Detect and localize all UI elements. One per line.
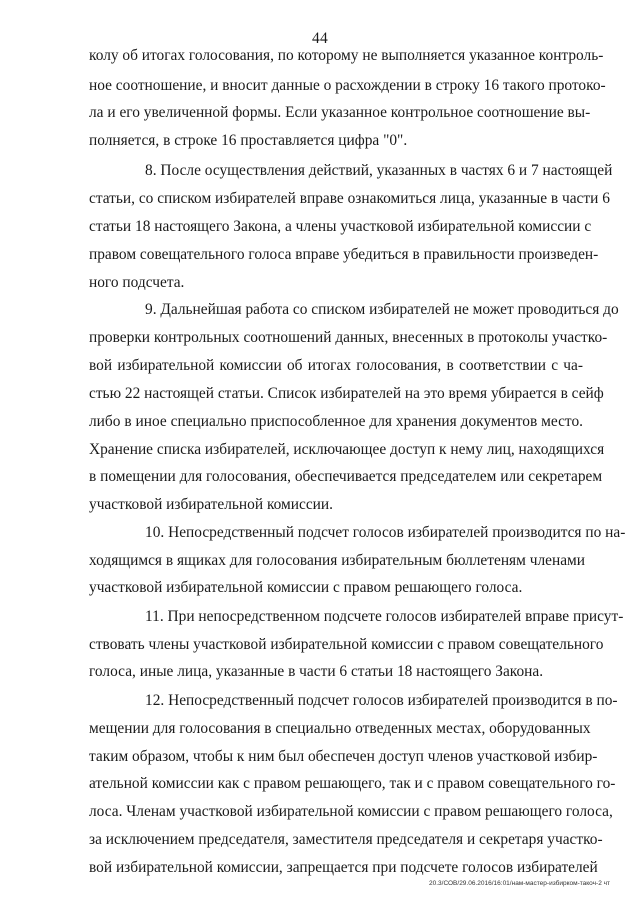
text-line: либо в иное специально приспособленное для хранения документов место. (89, 413, 583, 430)
text-line: ходящимся в ящиках для голосования избирательным бюллетеням членами (89, 552, 586, 569)
text-line: ла и его увеличенной формы. Если указанное контрольное соотношение вы- (89, 104, 591, 121)
footer-code: 20.3/СОВ/29.06.2016/16:01/нам-мастер-избирком-такоч-2 чт (428, 880, 610, 887)
text-line: участковой избирательной комиссии с правом решающего голоса. (89, 579, 523, 596)
text-line: ное соотношение, и вносит данные о расхождении в строку 16 такого протоко- (89, 77, 606, 94)
text-line: в помещении для голосования, обеспечивается председателем или секретарем (89, 468, 603, 485)
text-line: 11. При непосредственном подсчете голосов избирателей вправе присут- (145, 608, 624, 625)
text-line: Хранение списка избирателей, исключающее доступ к нему лиц, находящихся (89, 441, 605, 458)
text-line: стью 22 настоящей статьи. Список избирателей на это время убирается в сейф (89, 385, 604, 402)
text-line: 8. После осуществления действий, указанных в частях 6 и 7 настоящей (145, 162, 613, 179)
text-line: 12. Непосредственный подсчет голосов избирателей производится в по- (145, 692, 618, 709)
text-line: правом совещательного голоса вправе убедиться в правильности произведен- (89, 246, 599, 263)
text-line: участковой избирательной комиссии. (89, 496, 333, 513)
text-line: вой избирательной комиссии об итогах голосования, в соответствии с ча- (89, 357, 583, 374)
text-line: лоса. Членам участковой избирательной комиссии с правом решающего голоса, (89, 803, 613, 820)
page-number: 44 (311, 30, 329, 47)
text-line: ательной комиссии как с правом решающего, так и с правом совещательного го- (89, 775, 616, 792)
text-line: 9. Дальнейшая работа со списком избирателей не может проводиться до (145, 301, 619, 318)
text-line: за исключением председателя, заместителя председателя и секретаря участко- (89, 831, 603, 848)
text-line: полняется, в строке 16 проставляется цифра "0". (89, 132, 408, 149)
text-line: ного подсчета. (89, 274, 185, 291)
text-line: статьи 18 настоящего Закона, а члены участковой избирательной комиссии с (89, 218, 592, 235)
text-line: колу об итогах голосования, по которому не выполняется указанное контроль- (89, 47, 604, 64)
text-line: голоса, иные лица, указанные в части 6 статьи 18 настоящего Закона. (89, 663, 544, 680)
text-line: таким образом, чтобы к ним был обеспечен доступ членов участковой избир- (89, 748, 598, 765)
text-line: 10. Непосредственный подсчет голосов избирателей производится по на- (145, 524, 626, 541)
text-line: вой избирательной комиссии, запрещается при подсчете голосов избирателей (89, 859, 598, 876)
body-text (89, 0, 626, 905)
text-line: статьи, со списком избирателей вправе ознакомиться лица, указанные в части 6 (89, 190, 610, 207)
text-line: проверки контрольных соотношений данных, внесенных в протоколы участко- (89, 329, 608, 346)
text-line: ствовать члены участковой избирательной комиссии с правом совещательного (89, 636, 604, 653)
text-line: мещении для голосования в специально отведенных местах, оборудованных (89, 720, 591, 737)
